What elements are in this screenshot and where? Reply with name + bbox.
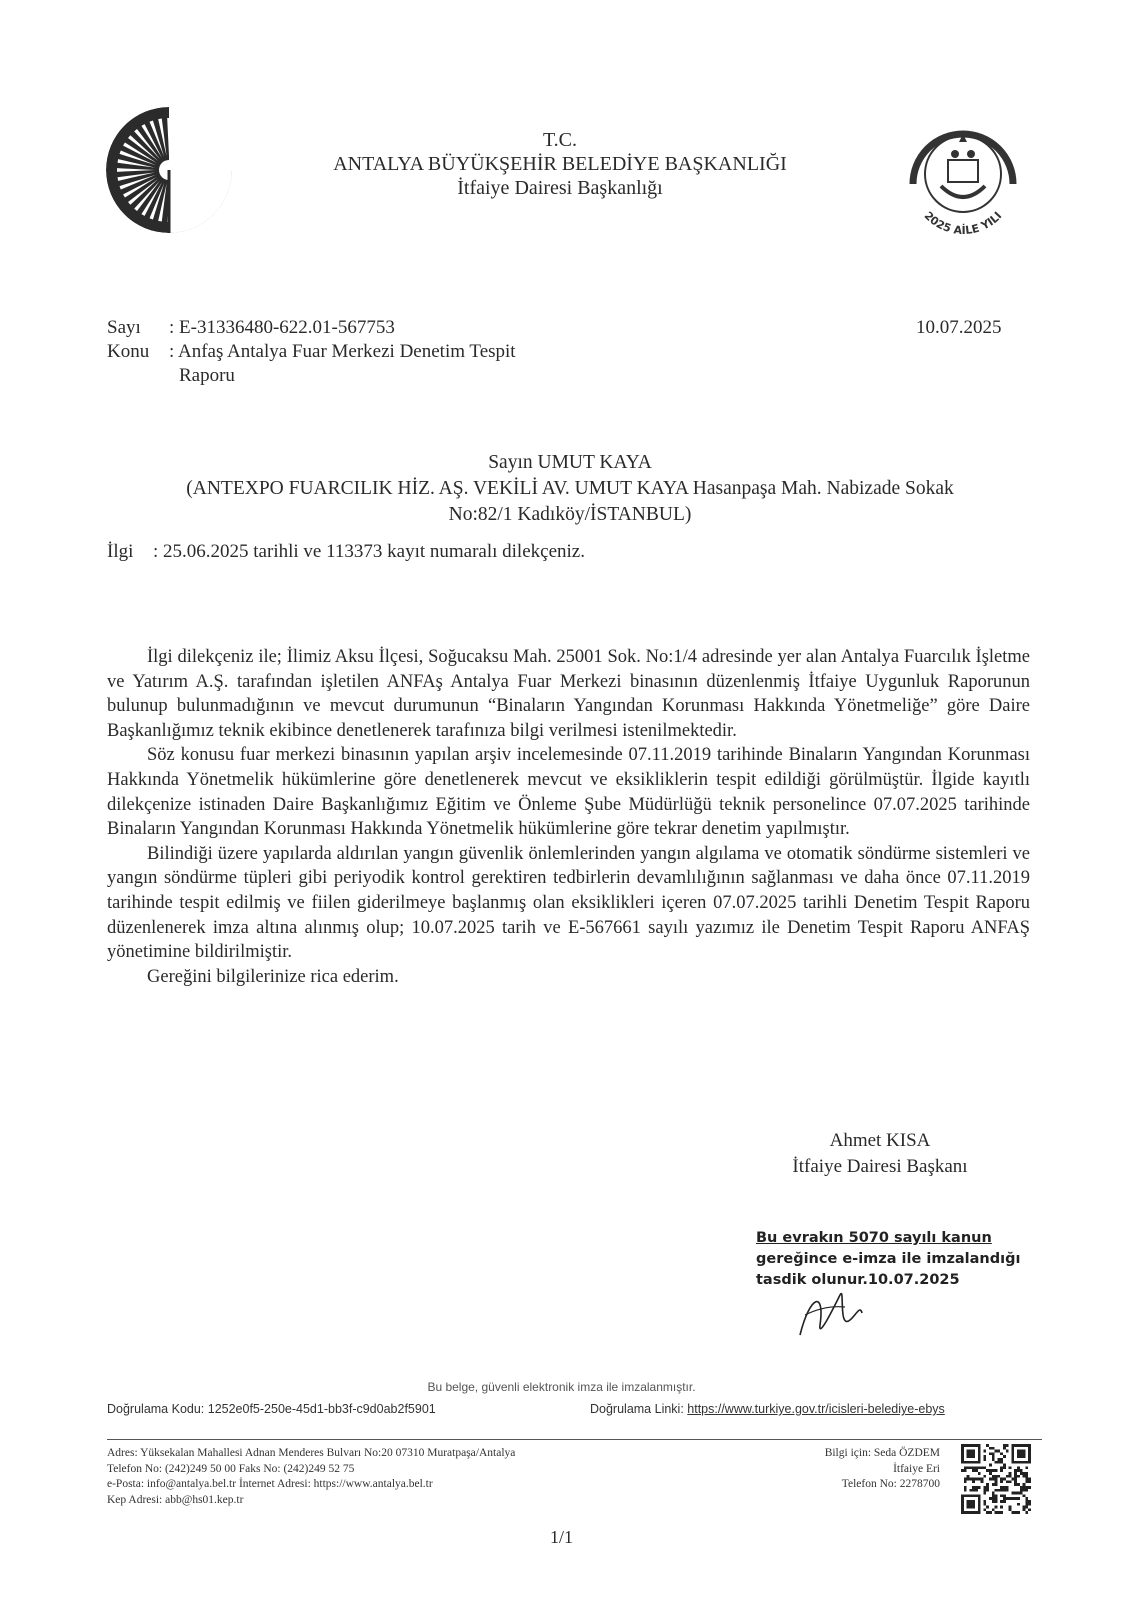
logo-ring-text: 2025 AİLE YILI xyxy=(921,209,1005,238)
qr-code-icon xyxy=(961,1444,1031,1514)
footer-contact xyxy=(107,1446,515,1508)
page-number: 1/1 xyxy=(549,1527,573,1547)
municipality-logo-icon xyxy=(104,105,234,235)
signer-title: İtfaiye Dairesi Başkanı xyxy=(792,1156,968,1177)
verification-link-block xyxy=(590,1402,945,1416)
sayi-value: : E-31336480-622.01-567753 xyxy=(169,317,395,338)
letter-body xyxy=(107,645,1030,989)
footer-info xyxy=(740,1446,940,1493)
certification-stamp xyxy=(756,1228,1020,1291)
info-contact-name: Bilgi için: Seda ÖZDEM xyxy=(824,1447,940,1459)
verification-link-label: Doğrulama Linki: xyxy=(590,1402,684,1416)
recipient-block xyxy=(110,450,1030,528)
ilgi-value: : 25.06.2025 tarihli ve 113373 kayıt numaralı dilekçeniz. xyxy=(153,541,585,562)
letterhead xyxy=(300,128,820,200)
footer-address: Adres: Yüksekalan Mahallesi Adnan Menderes Bulvarı No:20 07310 Muratpaşa/Antalya xyxy=(107,1447,516,1459)
konu-value: : Anfaş Antalya Fuar Merkezi Denetim Tespit xyxy=(169,341,516,362)
stamp-line-1: Bu evrakın 5070 sayılı kanun xyxy=(756,1230,992,1246)
stamp-line-3: tasdik olunur.10.07.2025 xyxy=(756,1272,960,1288)
verification-link[interactable]: https://www.turkiye.gov.tr/icisleri-belediye-ebys xyxy=(687,1402,945,1416)
esign-note: Bu belge, güvenli elektronik imza ile imzalanmıştır. xyxy=(427,1380,696,1394)
svg-text:2025 AİLE YILI xyxy=(922,209,1005,237)
recipient-address: No:82/1 Kadıköy/İSTANBUL) xyxy=(448,504,692,525)
footer-phone: Telefon No: (242)249 50 00 Faks No: (242)249 52 75 xyxy=(107,1462,355,1475)
body-paragraph-3: Bilindiği üzere yapılarda aldırılan yangın güvenlik önlemlerinden yangın algılama ve otomatik söndürme sistemleri ve yangın söndürme tüpleri gibi periyodik kontrol gerektiren tedbirlerin devamlılığının sağlanması ve daha önce 07.11.2019 tarihinde tespit edilmiş ve fiilen giderilmeye başlanmış olan eksiklikleri içeren 07.07.2025 tarihli Denetim Tespit Raporu düzenlenerek imza altına alınmış olup; 10.07.2025 tarih ve E-567661 sayılı yazımız ile Denetim Tespit Raporu ANFAŞ yönetimine bildirilmiştir. xyxy=(107,843,1030,963)
sayi-label: Sayı xyxy=(107,317,141,338)
body-paragraph-1: İlgi dilekçeniz ile; İlimiz Aksu İlçesi, Soğucaksu Mah. 25001 Sok. No:1/4 adresinde yer alan Antalya Fuarcılık İşletme ve Yatırım A.Ş. tarafından işletilen ANFAş Antalya Fuar Merkezi binasının düzenlenmiş İtfaiye Uygunluk Raporunun bulunup bulunmadığının ve mevcut durumunun “Binaların Yangından Korunması Hakkında Yönetmeliğe” göre Daire Başkanlığımız teknik ekibince denetlenerek tarafınıza bilgi verilmesi istenilmektedir. xyxy=(107,647,1030,741)
info-contact-phone: Telefon No: 2278700 xyxy=(841,1478,940,1490)
recipient-name: Sayın UMUT KAYA xyxy=(488,452,652,473)
header-tc: T.C. xyxy=(542,129,578,151)
reference xyxy=(107,540,585,564)
footer-divider xyxy=(107,1439,1042,1440)
header-department: İtfaiye Dairesi Başkanlığı xyxy=(457,177,663,199)
footer-email: e-Posta: info@antalya.bel.tr İnternet Adresi: https://www.antalya.bel.tr xyxy=(107,1478,433,1490)
family-year-logo-icon xyxy=(893,112,1033,252)
info-contact-role: İtfaiye Eri xyxy=(893,1462,940,1475)
signer-name: Ahmet KISA xyxy=(829,1130,931,1151)
body-paragraph-4: Gereğini bilgilerinize rica ederim. xyxy=(147,966,399,987)
konu-value-cont: Raporu xyxy=(179,365,235,386)
stamp-line-2: gereğince e-imza ile imzalandığı xyxy=(756,1251,1021,1267)
signature-block xyxy=(760,1128,1000,1180)
ilgi-label: İlgi xyxy=(107,541,134,562)
body-paragraph-2: Söz konusu fuar merkezi binasının yapılan arşiv incelemesinde 07.11.2019 tarihinde Binaların Yangından Korunması Hakkında Yönetmelik hükümlerine göre denetlenerek mevcut ve eksikliklerin tespit edildiği görülmüştür. İlgide kayıtlı dilekçenize istinaden Daire Başkanlığımız Eğitim ve Önleme Şube Müdürlüğü teknik personelince 07.07.2025 tarihinde Binaların Yangından Korunması Hakkında Yönetmelik hükümlerine göre tekrar denetim yapılmıştır. xyxy=(107,745,1030,840)
document-number xyxy=(107,316,395,340)
document-date: 10.07.2025 xyxy=(916,317,1002,338)
subject xyxy=(107,340,516,388)
footer-kep: Kep Adresi: abb@hs01.kep.tr xyxy=(107,1493,244,1506)
konu-label: Konu xyxy=(107,341,150,362)
recipient-org: (ANTEXPO FUARCILIK HİZ. AŞ. VEKİLİ AV. UMUT KAYA Hasanpaşa Mah. Nabizade Sokak xyxy=(186,478,954,499)
handwritten-signature-icon xyxy=(790,1285,900,1345)
verification-code: Doğrulama Kodu: 1252e0f5-250e-45d1-bb3f-c9d0ab2f5901 xyxy=(107,1402,436,1416)
header-institution: ANTALYA BÜYÜKŞEHİR BELEDİYE BAŞKANLIĞI xyxy=(333,153,787,175)
